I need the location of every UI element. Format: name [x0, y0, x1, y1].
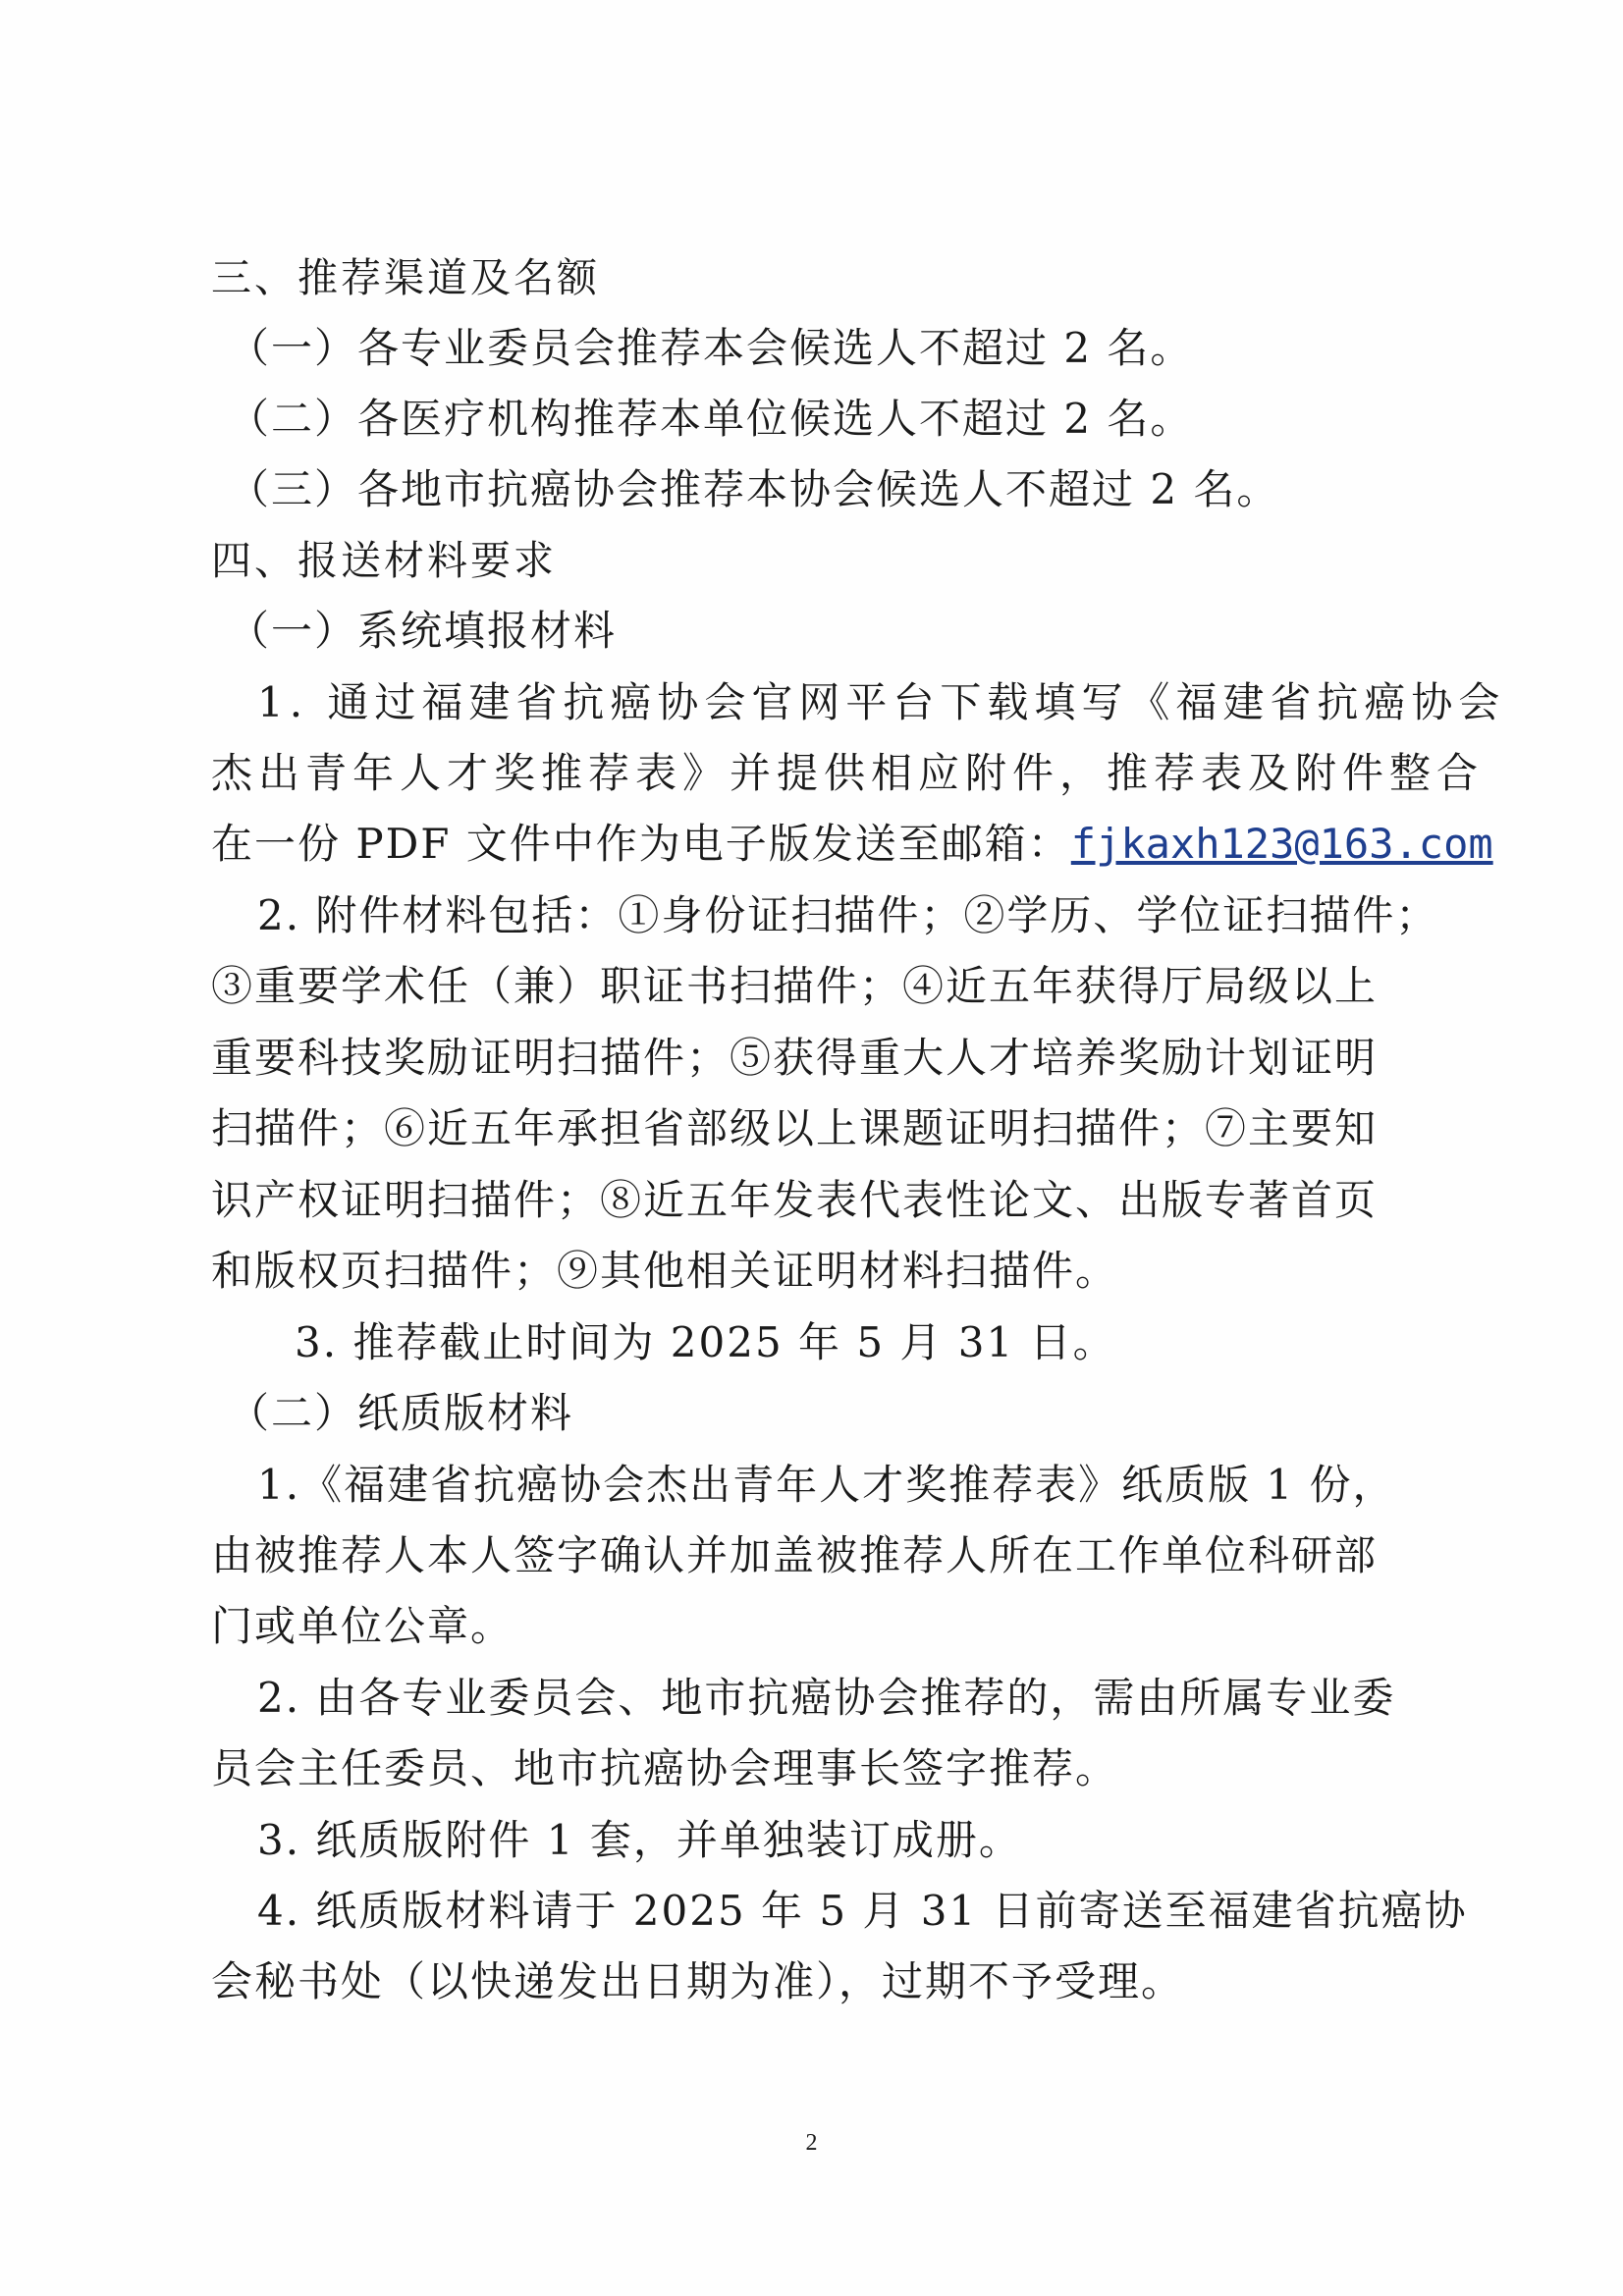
- sub-1-p2-line-1: 2. 附件材料包括：①身份证扫描件；②学历、学位证扫描件；: [257, 891, 1439, 939]
- sub-2-p1-line-2: 由被推荐人本人签字确认并加盖被推荐人所在工作单位科研部: [211, 1531, 1379, 1579]
- sub-2-heading: （二）纸质版材料: [228, 1389, 574, 1437]
- sub-1-p2-line-3: 重要科技奖励证明扫描件；⑤获得重大人才培养奖励计划证明: [211, 1034, 1379, 1082]
- sub-2-p3: 3. 纸质版附件 1 套，并单独装订成册。: [257, 1816, 1022, 1864]
- sub-2-p2-line-1: 2. 由各专业委员会、地市抗癌协会推荐的，需由所属专业委: [257, 1674, 1396, 1722]
- sub-2-p4-line-1: 4. 纸质版材料请于 2025 年 5 月 31 日前寄送至福建省抗癌协: [257, 1887, 1468, 1935]
- section-4-heading: 四、报送材料要求: [211, 537, 557, 584]
- sub-1-p3: 3. 推荐截止时间为 2025 年 5 月 31 日。: [295, 1318, 1116, 1366]
- sub-1-p1-line-3: [211, 817, 1493, 872]
- sub-2-p1-line-3: 门或单位公章。: [211, 1602, 514, 1650]
- sub-2-p1-line-1: 1.《福建省抗癌协会杰出青年人才奖推荐表》纸质版 1 份，: [257, 1461, 1396, 1509]
- sub-2-p2-line-2: 员会主任委员、地市抗癌协会理事长签字推荐。: [211, 1744, 1119, 1792]
- sub-1-p1-line-3-text: 在一份 PDF 文件中作为电子版发送至邮箱：: [211, 820, 1071, 868]
- section-3-item-2: （二）各医疗机构推荐本单位候选人不超过 2 名。: [228, 395, 1194, 443]
- email-link[interactable]: fjkaxh123@163.com: [1070, 820, 1493, 868]
- sub-1-p2-line-5: 识产权证明扫描件；⑧近五年发表代表性论文、出版专著首页: [211, 1176, 1379, 1224]
- section-3-heading: 三、推荐渠道及名额: [211, 254, 600, 301]
- section-3-item-3: （三）各地市抗癌协会推荐本协会候选人不超过 2 名。: [228, 465, 1280, 513]
- sub-1-heading: （一）系统填报材料: [228, 607, 618, 655]
- sub-1-p2-line-6: 和版权页扫描件；⑨其他相关证明材料扫描件。: [211, 1247, 1119, 1295]
- sub-2-p4-line-2: 会秘书处（以快递发出日期为准），过期不予受理。: [211, 1957, 1185, 2005]
- section-3-item-1: （一）各专业委员会推荐本会候选人不超过 2 名。: [228, 324, 1194, 372]
- sub-1-p2-line-2: ③重要学术任（兼）职证书扫描件；④近五年获得厅局级以上: [211, 962, 1379, 1010]
- sub-1-p1-line-1: 1. 通过福建省抗癌协会官网平台下载填写《福建省抗癌协会: [257, 678, 1506, 726]
- sub-1-p1-line-2: 杰出青年人才奖推荐表》并提供相应附件，推荐表及附件整合: [211, 749, 1485, 797]
- page-number: 2: [805, 2130, 818, 2156]
- sub-1-p2-line-4: 扫描件；⑥近五年承担省部级以上课题证明扫描件；⑦主要知: [211, 1104, 1379, 1152]
